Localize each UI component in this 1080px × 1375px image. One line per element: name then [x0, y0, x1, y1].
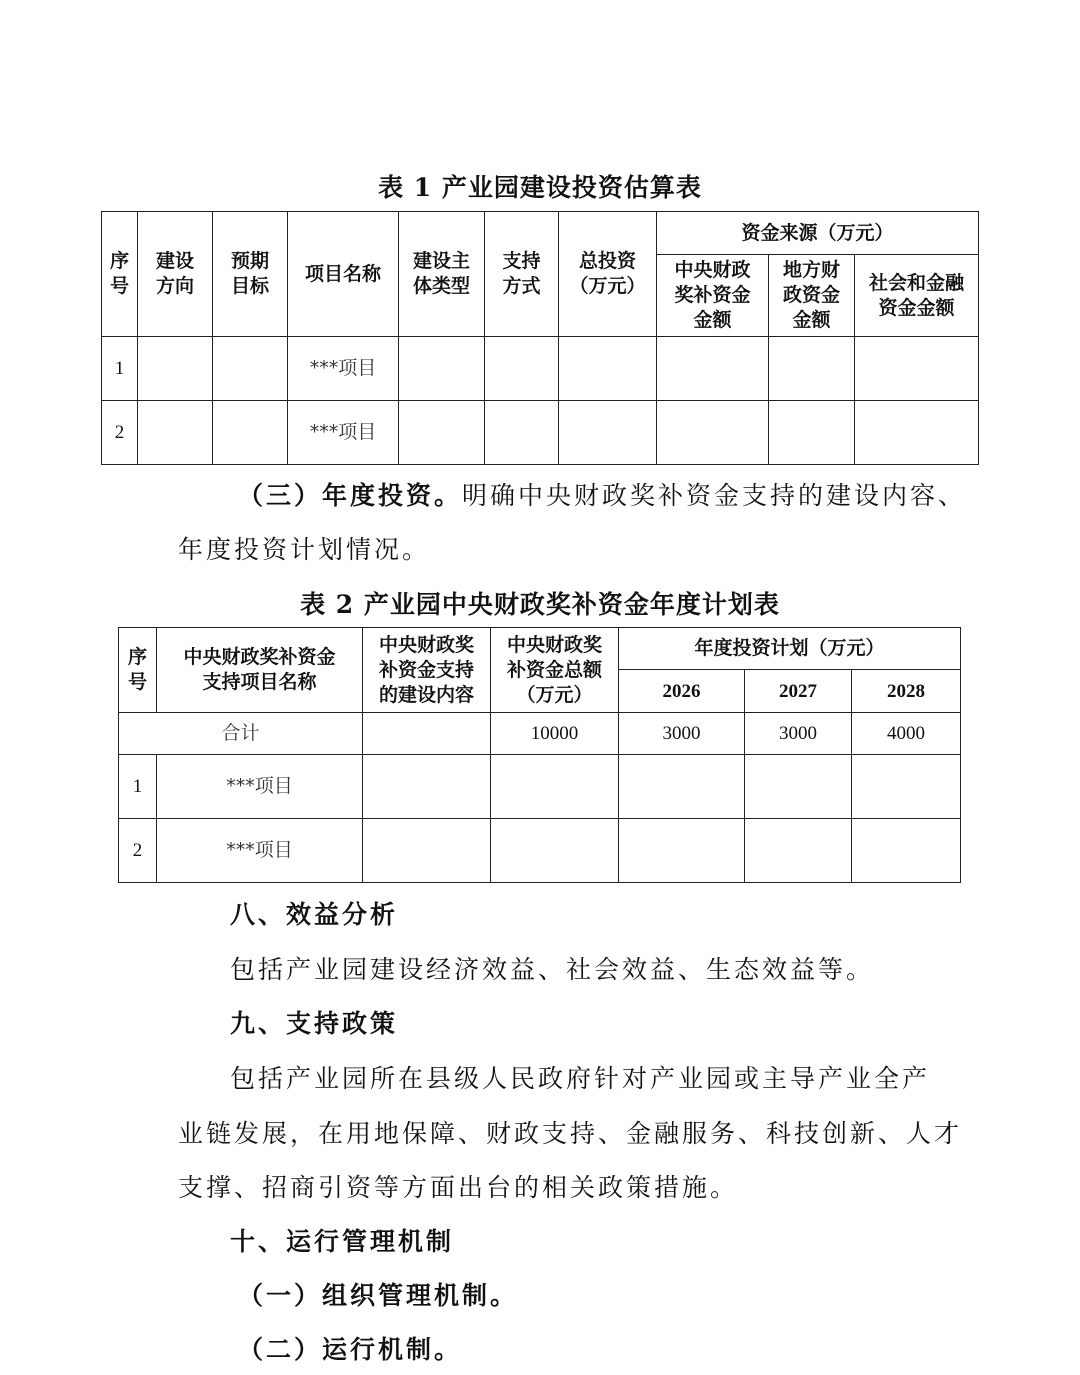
t2-row1-seq: 1 [119, 755, 157, 819]
t2-header-content: 中央财政奖 补资金支持 的建设内容 [363, 628, 491, 713]
t2-row2-content [363, 819, 491, 883]
t2-header-total: 中央财政奖 补资金总额 （万元） [491, 628, 619, 713]
t1-row2-central [657, 401, 769, 465]
table2-central-fund-annual-plan [118, 627, 961, 883]
table2-caption: 表 2 产业园中央财政奖补资金年度计划表 [300, 590, 780, 619]
section8-text: 包括产业园建设经济效益、社会效益、生态效益等。 [230, 955, 875, 984]
t2-row2-seq: 2 [119, 819, 157, 883]
table-row [102, 401, 979, 465]
t1-row2-support [485, 401, 559, 465]
t1-header-seq: 序 号 [102, 212, 138, 337]
t1-row1-project: ***项目 [288, 337, 399, 401]
t2-header-project-name: 中央财政奖补资金 支持项目名称 [157, 628, 363, 713]
section9-heading: 九、支持政策 [230, 1009, 399, 1038]
t1-header-total-investment: 总投资 （万元） [559, 212, 657, 337]
section10-heading: 十、运行管理机制 [230, 1227, 455, 1256]
t2-total-content [363, 713, 491, 755]
table-total-row [119, 713, 961, 755]
t2-row1-2028 [852, 755, 961, 819]
t2-row2-project: ***项目 [157, 819, 363, 883]
section9-line2: 业链发展，在用地保障、财政支持、金融服务、科技创新、人才 [178, 1119, 963, 1148]
t1-row1-local [769, 337, 855, 401]
t1-header-central-fund: 中央财政 奖补资金 金额 [657, 255, 769, 337]
t2-row2-2026 [619, 819, 745, 883]
t1-row1-seq: 1 [102, 337, 138, 401]
t2-row2-2027 [745, 819, 852, 883]
t2-row1-2027 [745, 755, 852, 819]
t1-row1-direction [138, 337, 213, 401]
t2-row1-content [363, 755, 491, 819]
t2-header-year-2027: 2027 [745, 670, 852, 713]
annual-investment-heading: （三）年度投资。 [238, 481, 463, 510]
t1-row2-direction [138, 401, 213, 465]
t2-total-amount: 10000 [491, 713, 619, 755]
t2-row1-2026 [619, 755, 745, 819]
t2-total-2028: 4000 [852, 713, 961, 755]
t1-row1-total [559, 337, 657, 401]
t2-row2-2028 [852, 819, 961, 883]
section9-line3: 支撑、招商引资等方面出台的相关政策措施。 [178, 1173, 739, 1202]
t1-row2-project: ***项目 [288, 401, 399, 465]
t1-row2-seq: 2 [102, 401, 138, 465]
t1-header-local-fund: 地方财 政资金 金额 [769, 255, 855, 337]
t1-row2-social [855, 401, 979, 465]
annual-investment-text: 明确中央财政奖补资金支持的建设内容、 [462, 481, 967, 510]
t1-row2-total [559, 401, 657, 465]
annual-investment-line2: 年度投资计划情况。 [178, 535, 431, 564]
t1-row1-central [657, 337, 769, 401]
table-row [119, 755, 961, 819]
t2-total-label: 合计 [119, 713, 363, 755]
t1-row2-entity [399, 401, 485, 465]
t1-header-entity-type: 建设主 体类型 [399, 212, 485, 337]
t2-header-seq: 序 号 [119, 628, 157, 713]
t2-total-2026: 3000 [619, 713, 745, 755]
section10-sub2: （二）运行机制。 [238, 1335, 463, 1364]
table1-investment-estimate [101, 211, 979, 465]
t1-header-support-mode: 支持 方式 [485, 212, 559, 337]
t1-row2-local [769, 401, 855, 465]
section9-line1: 包括产业园所在县级人民政府针对产业园或主导产业全产 [230, 1064, 931, 1093]
t2-row2-total [491, 819, 619, 883]
t1-row2-target [213, 401, 288, 465]
t1-header-target: 预期 目标 [213, 212, 288, 337]
section10-sub1: （一）组织管理机制。 [238, 1281, 519, 1310]
section8-heading: 八、效益分析 [230, 900, 399, 929]
t2-header-year-2028: 2028 [852, 670, 961, 713]
annual-investment-paragraph [238, 476, 966, 512]
t2-row1-total [491, 755, 619, 819]
t1-header-social-finance-fund: 社会和金融 资金金额 [855, 255, 979, 337]
t2-total-2027: 3000 [745, 713, 852, 755]
t1-header-project-name: 项目名称 [288, 212, 399, 337]
t1-row1-entity [399, 337, 485, 401]
t1-row1-target [213, 337, 288, 401]
table-row [119, 819, 961, 883]
t1-header-direction: 建设 方向 [138, 212, 213, 337]
t1-header-fund-source: 资金来源（万元） [657, 212, 979, 255]
t2-header-year-2026: 2026 [619, 670, 745, 713]
t2-row1-project: ***项目 [157, 755, 363, 819]
table-row [102, 337, 979, 401]
t1-row1-support [485, 337, 559, 401]
table1-caption: 表 1 产业园建设投资估算表 [378, 173, 702, 202]
t1-row1-social [855, 337, 979, 401]
t2-header-annual-plan: 年度投资计划（万元） [619, 628, 961, 670]
